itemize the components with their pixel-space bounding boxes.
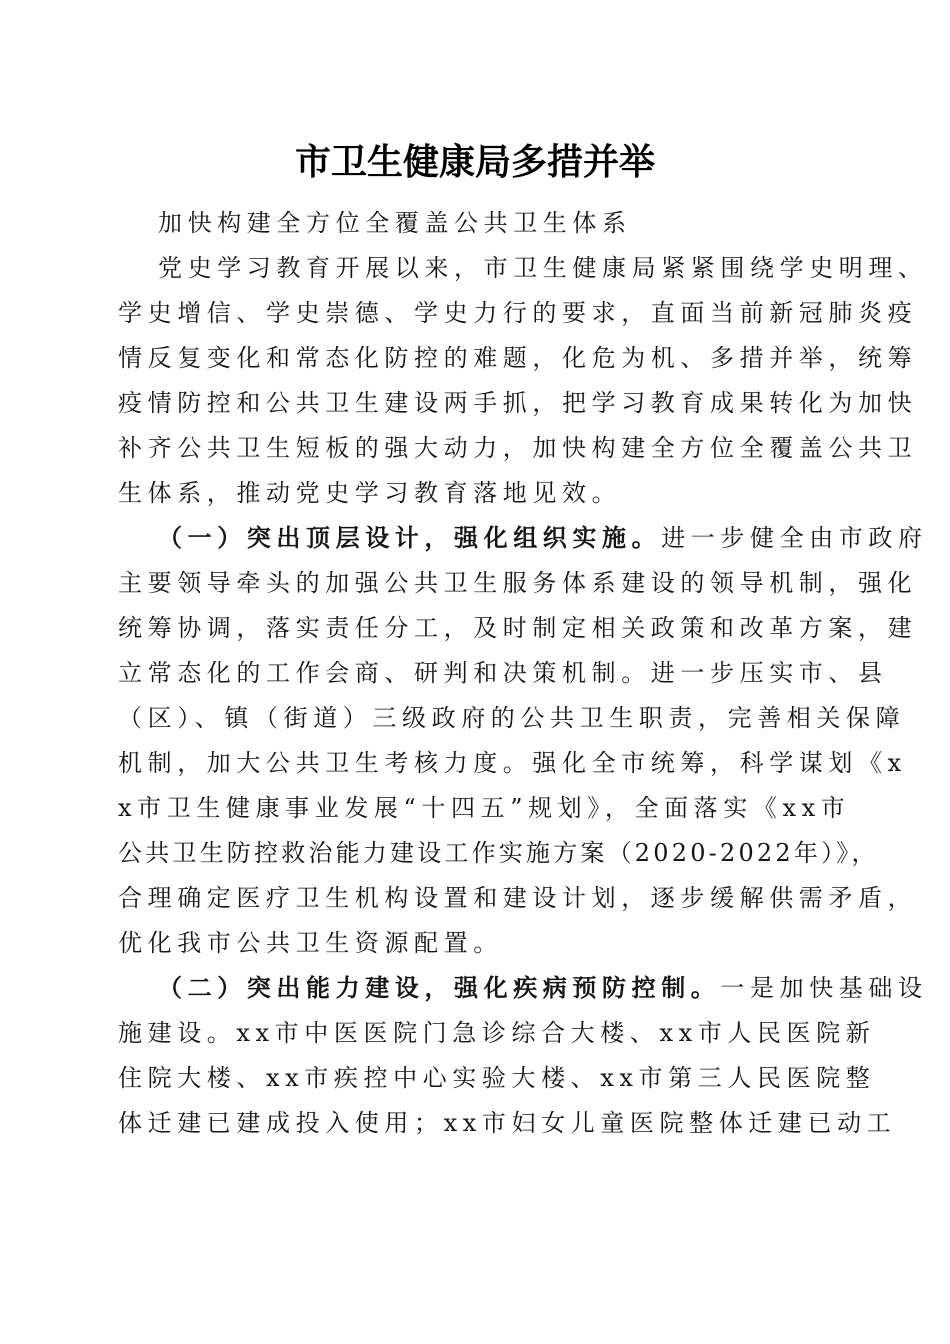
paragraph-1-line-5: 补齐公共卫生短板的强大动力，加快构建全方位全覆盖公共卫 (118, 434, 918, 462)
paragraph-3-line-1-rest: 一是加快基础设 (720, 974, 928, 1002)
paragraph-2-line-6: 机制，加大公共卫生考核力度。强化全市统筹，科学谋划《x (118, 749, 907, 777)
document-title: 市卫生健康局多措并举 (294, 141, 655, 183)
paragraph-1-line-2: 学史增信、学史崇德、学史力行的要求，直面当前新冠肺炎疫 (118, 299, 918, 327)
paragraph-2-line-2: 主要领导牵头的加强公共卫生服务体系建设的领导机制，强化 (118, 569, 918, 597)
paragraph-2-line-8: 公共卫生防控救治能力建设工作实施方案（2020-2022年）》， (118, 839, 879, 867)
paragraph-3-line-2: 施建设。xx市中医医院门急诊综合大楼、xx市人民医院新 (118, 1019, 876, 1047)
paragraph-2-line-9: 合理确定医疗卫生机构设置和建设计划，逐步缓解供需矛盾， (118, 884, 918, 912)
paragraph-2-line-1-rest: 进一步健全由市政府 (661, 524, 928, 552)
paragraph-1-line-6: 生体系，推动党史学习教育落地见效。 (118, 479, 622, 507)
paragraph-2-line-5: （区）、镇（街道）三级政府的公共卫生职责，完善相关保障 (118, 704, 906, 732)
paragraph-2-line-4: 立常态化的工作会商、研判和决策机制。进一步压实市、县 (118, 659, 888, 687)
paragraph-2-line-3: 统筹协调，落实责任分工，及时制定相关政策和改革方案，建 (118, 614, 918, 642)
section-heading-1: （一）突出顶层设计，强化组织实施。 (158, 523, 662, 552)
document-subtitle: 加快构建全方位全覆盖公共卫生体系 (158, 209, 632, 237)
section-heading-2: （二）突出能力建设，强化疾病预防控制。 (158, 973, 721, 1002)
paragraph-1-line-1: 党史学习教育开展以来，市卫生健康局紧紧围绕学史明理、 (158, 254, 928, 282)
paragraph-2-line-7: x市卫生健康事业发展“十四五”规划》，全面落实《xx市 (118, 794, 851, 822)
paragraph-2-line-10: 优化我市公共卫生资源配置。 (118, 929, 503, 957)
paragraph-3-line-1 (158, 973, 928, 1003)
paragraph-3-line-3: 住院大楼、xx市疾控中心实验大楼、xx市第三人民医院整 (118, 1064, 876, 1092)
paragraph-3-line-4: 体迁建已建成投入使用；xx市妇女儿童医院整体迁建已动工 (118, 1109, 897, 1137)
paragraph-2-line-1 (158, 523, 928, 553)
paragraph-1-line-4: 疫情防控和公共卫生建设两手抓，把学习教育成果转化为加快 (118, 389, 918, 417)
paragraph-1-line-3: 情反复变化和常态化防控的难题，化危为机、多措并举，统筹 (118, 344, 918, 372)
